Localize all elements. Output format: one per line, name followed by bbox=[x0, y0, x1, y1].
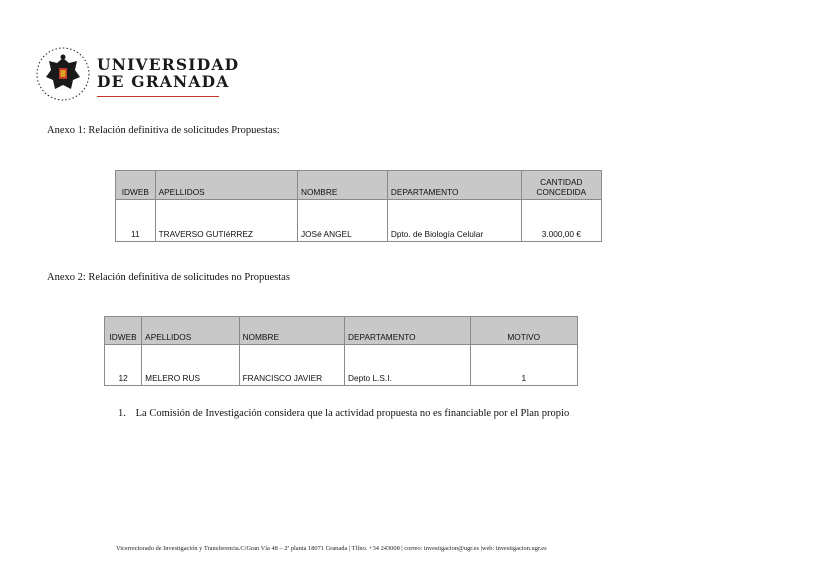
annex2-table bbox=[104, 316, 578, 386]
logo-line-2: DE GRANADA bbox=[97, 72, 230, 91]
annex1-title: Anexo 1: Relación definitiva de solicitudes Propuestas: bbox=[47, 125, 280, 136]
cell-cantidad: 3.000,00 € bbox=[521, 200, 601, 242]
cell-motivo: 1 bbox=[470, 345, 577, 386]
cell-idweb: 12 bbox=[105, 345, 142, 386]
university-wordmark bbox=[97, 56, 239, 97]
column-header-apellidos: APELLIDOS bbox=[142, 317, 239, 345]
cell-apellidos: MELERO RUS bbox=[142, 345, 239, 386]
annex2-title: Anexo 2: Relación definitiva de solicitudes no Propuestas bbox=[47, 272, 290, 283]
column-header-departamento: DEPARTAMENTO bbox=[387, 171, 521, 200]
cell-idweb: 11 bbox=[116, 200, 156, 242]
column-header-cantidad: CANTIDAD CONCEDIDA bbox=[521, 171, 601, 200]
cell-departamento: Depto L.S.I. bbox=[345, 345, 471, 386]
page-footer: Vicerrectorado de Investigación y Transferencia.C/Gran Vía 48 – 2ª planta 18071 Granada | Tlfno. +34 243008 | correo: investigacion@ugr.es |web: investigacion.ugr.es bbox=[116, 545, 547, 552]
column-header-nombre: NOMBRE bbox=[297, 171, 387, 200]
footnote-item bbox=[118, 408, 569, 419]
university-logo bbox=[33, 44, 240, 106]
table-row bbox=[105, 345, 578, 386]
cell-departamento: Dpto. de Biología Celular bbox=[387, 200, 521, 242]
column-header-motivo: MOTIVO bbox=[470, 317, 577, 345]
annex1-table bbox=[115, 170, 602, 242]
university-seal-icon bbox=[33, 44, 93, 104]
column-header-nombre: NOMBRE bbox=[239, 317, 344, 345]
logo-rule bbox=[97, 96, 219, 97]
column-header-idweb: IDWEB bbox=[116, 171, 156, 200]
logo-line-1: UNIVERSIDAD bbox=[97, 55, 240, 74]
cell-apellidos: TRAVERSO GUTIéRREZ bbox=[155, 200, 297, 242]
footnote-text: La Comisión de Investigación considera que la actividad propuesta no es financiable por el Plan propio bbox=[135, 408, 570, 419]
column-header-idweb: IDWEB bbox=[105, 317, 142, 345]
cell-nombre: JOSé ANGEL bbox=[297, 200, 387, 242]
table-row bbox=[116, 200, 602, 242]
column-header-apellidos: APELLIDOS bbox=[155, 171, 297, 200]
cell-nombre: FRANCISCO JAVIER bbox=[239, 345, 344, 386]
footnote-number: 1. bbox=[118, 408, 126, 419]
column-header-departamento: DEPARTAMENTO bbox=[345, 317, 471, 345]
